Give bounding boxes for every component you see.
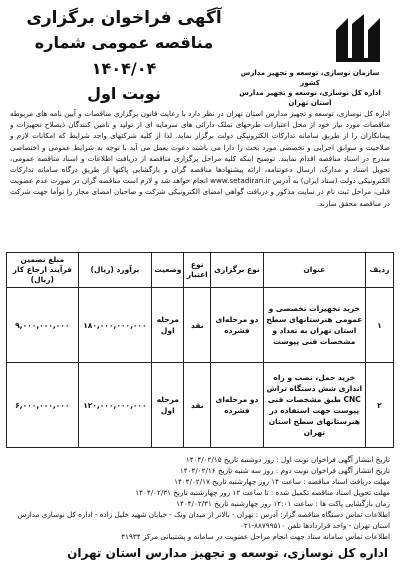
cell-row-number: ۱ [365, 288, 393, 363]
intro-paragraph: اداره کل نوسازی، توسعه و تجهیز مدارس استان تهران در نظر دارد با رعایت قانون برگزاری مناقصات و آیین نامه های مربوطه مناقصات مورد نیاز خود از محل اعتبارات طرحهای تملک دارائی های سرمایه ای از تولید و تامین کنندگان ذیصلاح تجهیزات و پیمانکاران را از طریق سامانه تدارکات الکترونیکی دولت برگزار نماید. لذا از کلیه شرکتهای واجد شرایط که امکانات لازم و صلاحیت و سوابق اجرایی و تخصصی مورد بحث را دارا می باشند دعوت بعمل می آید با توجه به شرایط عمومی و اختصاصی مندرج در اسناد مناقصه اقدام نمایند. توضیح اینکه کلیه مراحل برگزاری مناقصه از دریافت اطلاعات و اسناد مناقصه عمومی، تحویل اسناد و مدارک، ارسال دعوتنامه، ارائه پیشنهادها مناقصه گران و بازگشایی پاکتها از طریق درگاه سامانه تدارکات الکترونیکی دولت (ستاد ایران) به آدرس www.setadiran.ir انجام خواهد شد و لازم است مناقصه گران در صورت عدم عضویت قبلی، مراحل ثبت نام در سایت مذکور و دریافت گواهی امضای الکترونیکی شرکت و صاحبان امضای مجاز را توأما جهت شرکت در مناقصه محقق سازند. [10, 109, 390, 208]
cell-credit-type: نقد [184, 288, 211, 363]
second-publication-date: تاریخ انتشار آگهی فراخوان نوبت دوم : روز سه شنبه تاریخ ۱۴۰۴/۰۲/۱۶ [179, 466, 390, 475]
document-receipt-deadline: مهلت دریافت اسناد مناقصه : ساعت ۱۴ روز چهارشنبه تاریخ ۱۴۰۴/۰۲/۱۷ [174, 477, 390, 486]
header-credit-type: نوع اعتبار [184, 253, 211, 288]
schedule-and-contacts [10, 454, 390, 542]
organization-name-line2: اداره کل نوسازی، توسعه و تجهیز مدارس استان تهران [239, 89, 381, 107]
organization-logo-icon [330, 10, 386, 66]
table-row [7, 288, 394, 363]
header-guarantee: مبلغ تضمین فرآیند ارجاع کار (ریال) [7, 253, 79, 288]
table-header-row [7, 253, 394, 288]
document-submission-deadline: مهلت تحویل اسناد مناقصه تکمیل شده : تا ساعت ۱۲ روز چهارشنبه تاریخ ۱۴۰۴/۰۲/۳۱ [135, 488, 390, 497]
cell-status: مرحله اول [152, 363, 184, 448]
cell-guarantee: ۶,۰۰۰,۰۰۰,۰۰۰ [7, 363, 79, 448]
title-line-2: مناقصه عمومی شماره ۱۴۰۴/۰۴ [34, 33, 214, 78]
footer-organization-name: اداره کل نوسازی، توسعه و تجهیز مدارس استان تهران [67, 546, 388, 560]
tenderer-contact-info: اطلاعات تماس دستگاه مناقصه گزار: آدرس : تهران - بالاتر از میدان ونک - خیابان شهید خلیل زاده - اداره کل نوسازی مدارس استان تهران - واحد قراردادها تلفن ۸۸۷۹۹۵۱۰-۰۲۱ [17, 510, 390, 530]
header-tender-type: نوع برگزاری [211, 253, 264, 288]
tenders-table [6, 252, 394, 448]
notice-title [14, 6, 234, 106]
header-row-number: ردیف [365, 253, 393, 288]
title-line-3: نوبت اول [87, 84, 161, 103]
cell-estimate: ۱۸۰,۰۰۰,۰۰۰,۰۰۰ [78, 288, 152, 363]
cell-tender-type: دو مرحله‌ای فشرده [211, 288, 264, 363]
cell-status: مرحله اول [152, 288, 184, 363]
cell-row-number: ۲ [365, 363, 393, 448]
header-status: وضعیت [152, 253, 184, 288]
title-line-1: آگهی فراخوان برگزاری [26, 8, 222, 28]
header [6, 4, 394, 108]
cell-estimate: ۱۲۰,۰۰۰,۰۰۰,۰۰۰ [78, 363, 152, 448]
header-estimate: برآورد (ریال) [78, 253, 152, 288]
cell-subject: خرید حمل، نصب و راه اندازی شش دستگاه تراش CNC طبق مشخصات فنی پیوست جهت استفاده در هنرستانهای سطح استان تهران [263, 363, 365, 448]
organization-name-line1: سازمان نوسازی، توسعه و تجهیز مدارس کشور [240, 69, 380, 87]
cell-subject: خرید تجهیزات تخصصی و عمومی هنرستانهای سطح استان تهران به تعداد و مشخصات فنی پیوست [263, 288, 365, 363]
table-row [7, 363, 394, 448]
envelope-opening-time: زمان بازگشایی پاکت ها : ساعت ۱۲:۰۱ روز چهارشنبه تاریخ ۱۴۰۴/۰۲/۳۱ [176, 499, 390, 508]
cell-guarantee: ۹,۰۰۰,۰۰۰,۰۰۰ [7, 288, 79, 363]
setad-contact-info: اطلاعات تماس سامانه ستاد جهت انجام مراحل عضویت در سامانه و پشتیبانی مرکز ۴۱۹۳۴ [121, 532, 390, 541]
header-subject: عنوان [263, 253, 365, 288]
cell-tender-type: دو مرحله‌ای فشرده [211, 363, 264, 448]
first-publication-date: تاریخ انتشار آگهی فراخوان نوبت اول : روز دوشنبه تاریخ ۱۴۰۴/۰۲/۱۵ [185, 455, 390, 464]
cell-credit-type: نقد [184, 363, 211, 448]
organization-name [230, 68, 390, 108]
